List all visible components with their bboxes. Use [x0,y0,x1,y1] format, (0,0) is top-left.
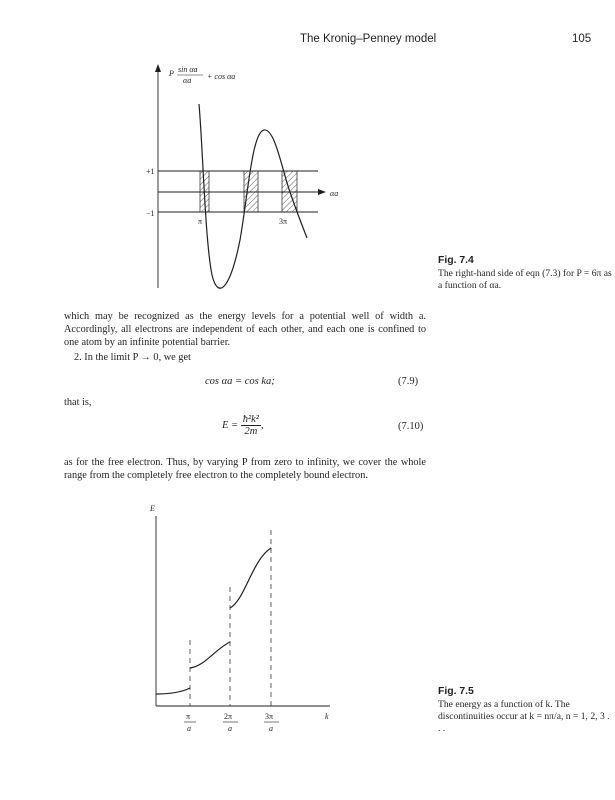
fig75-tick-1-num: π [186,712,191,721]
fig75-caption-text: The energy as a function of k. The discontinuities occur at k = nπ/a, n = 1, 2, 3 . . . [438,699,610,734]
fig75-caption-title: Fig. 7.5 [438,686,474,697]
fig75-xlabel: k [325,712,329,721]
fig74-tick-minus1: −1 [146,209,155,218]
paragraph-2: 2. In the limit P → 0, we get [74,352,191,363]
equation-7-10-fraction [241,414,261,437]
fig74-ylabel-den: αa [183,76,192,85]
fig74-band-2 [244,171,258,212]
fig75-band-2 [190,642,230,668]
fig74-caption-text: The right-hand side of eqn (7.3) for P = 6π as a function of αa. [438,268,612,291]
equation-7-10-number: (7.10) [398,421,424,432]
fig75-ylabel: E [150,504,155,513]
fig74-ylabel-tail: + cos αa [207,72,236,81]
fig75-tick-1-den: a [187,724,191,733]
fig74-tick-3pi: 3π [279,217,288,226]
equation-7-10-denominator: 2m [244,426,258,437]
fig74-caption-title: Fig. 7.4 [438,255,474,266]
paragraph-3: as for the free electron. Thus, by varying P from zero to infinity, we cover the whole range from the completely free electron to the completely bound electron. [64,457,426,481]
running-header-title: The Kronig–Penney model [300,33,437,45]
fig75-tick-2-num: 2π [224,712,233,721]
paragraph-1: which may be recognized as the energy levels for a potential well of width a. Accordingly, all electrons are independent of each other, and each one is confined to one atom by an infinite potential barrier. [64,311,426,348]
fig74-y-arrow [155,64,161,72]
fig75-band-3 [230,548,271,608]
equation-7-9-number: (7.9) [398,376,419,387]
fig74-tick-plus1: +1 [146,167,155,176]
fig75-tick-2-den: a [228,724,232,733]
fig75-tick-3-num: 3π [265,712,274,721]
fig74-ylabel-num: sin αa [178,65,198,74]
equation-7-9: cos αa = cos ka; [205,376,275,387]
equation-7-10 [222,414,264,437]
fig74-ylabel-p: P [169,69,174,78]
page-number: 105 [572,33,592,45]
fig74-caption [438,255,613,292]
equation-7-10-numerator: ħ²k² [242,414,259,425]
fig74-xlabel: αa [330,189,339,198]
that-is-text: that is, [64,397,92,408]
fig75-band-1 [156,688,190,694]
fig74-x-arrow [318,189,326,195]
equation-7-10-lhs: E = [222,419,239,431]
fig74-tick-pi: π [198,217,203,226]
equation-7-10-comma: , [260,419,264,431]
fig75-caption [438,686,613,735]
figure-7-5 [149,504,330,733]
fig75-tick-3-den: a [269,724,273,733]
